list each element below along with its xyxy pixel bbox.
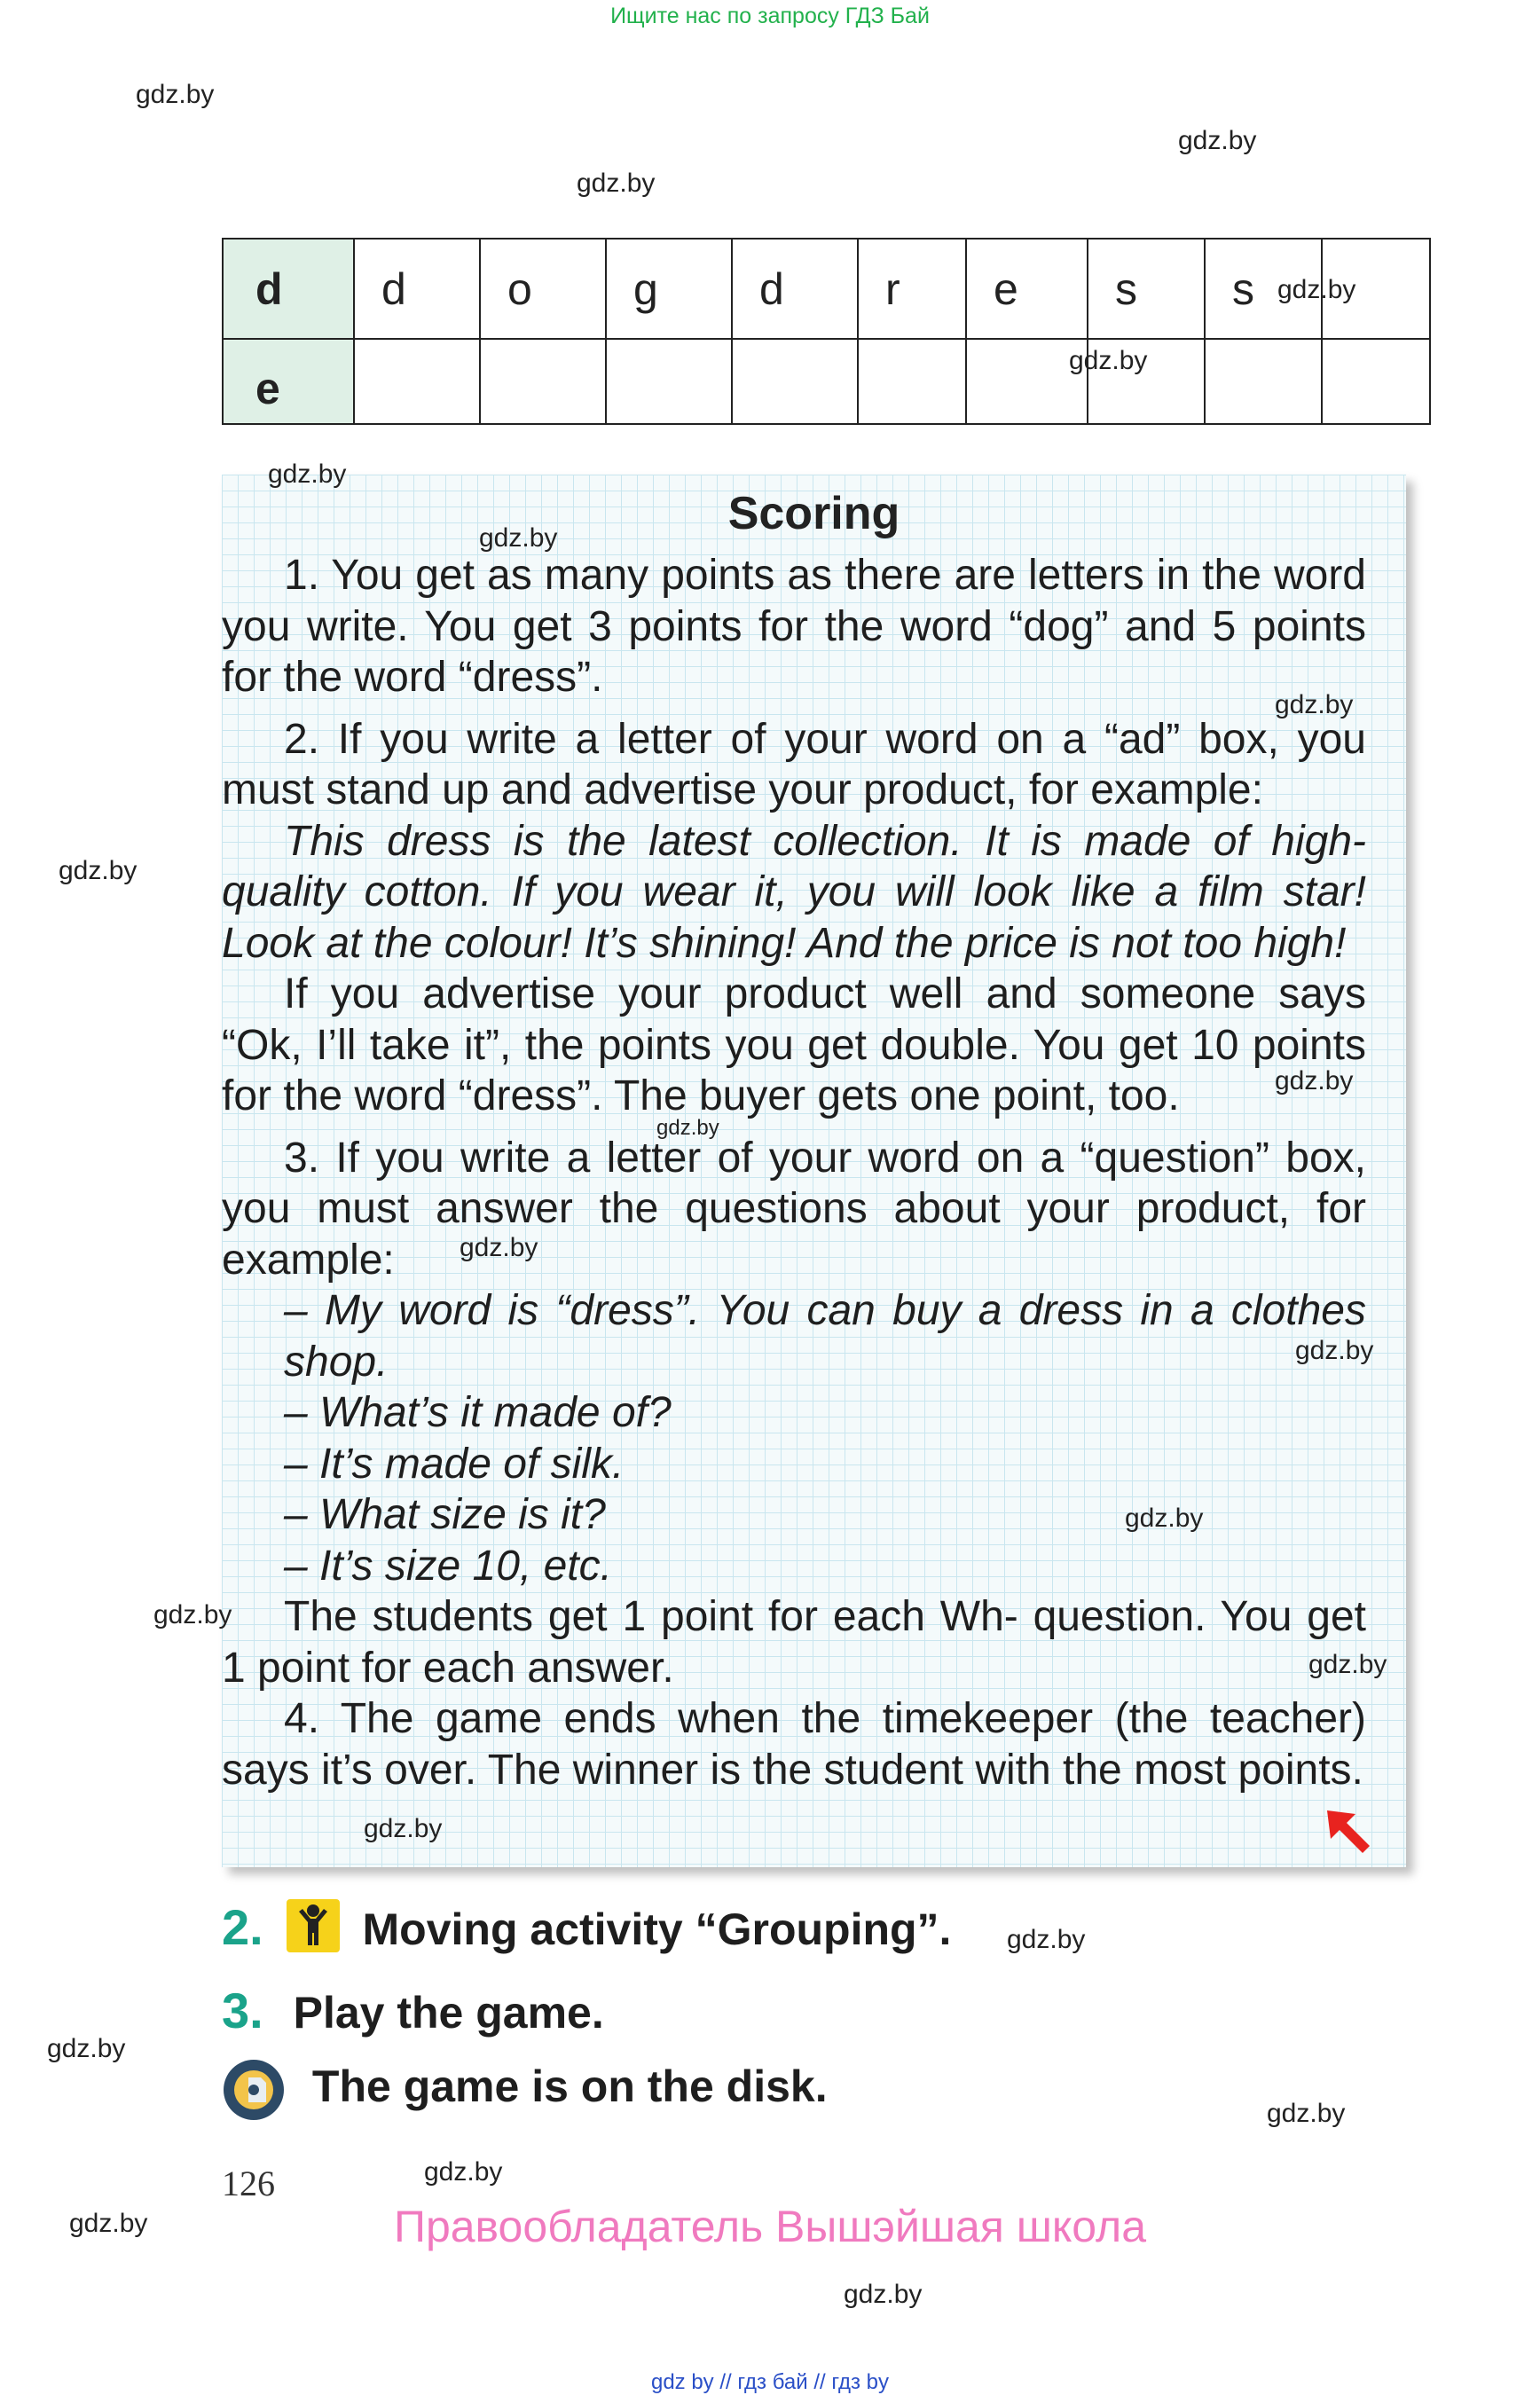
table-cell: d [354,239,480,339]
watermark: gdz.by [1308,1650,1387,1679]
watermark: gdz.by [1178,126,1257,155]
exercise-3 [222,1982,604,2039]
dialogue-line: – It’s made of silk. [284,1440,625,1488]
rule-2: 2. If you write a letter of your word on a “ad” box, you must stand up and advertise your product, for example: [222,715,1366,813]
watermark: gdz.by [479,523,558,553]
page-number: 126 [222,2163,275,2203]
exercise-number: 3. [222,1983,263,2038]
moving-activity-icon [287,1899,340,1952]
watermark: gdz.by [844,2280,923,2309]
table-cell [732,339,858,424]
watermark: gdz.by [424,2157,503,2187]
watermark: gdz.by [69,2209,148,2238]
watermark: gdz.by [1295,1336,1374,1365]
table-cell: e [966,239,1088,339]
table-cell: e [223,339,354,424]
top-banner[interactable]: Ищите нас по запросу ГДЗ Бай [610,4,930,28]
dialogue-line: – It’s size 10, etc. [284,1542,612,1590]
table-cell: d [732,239,858,339]
rule-1: 1. You get as many points as there are letters in the word you write. You get 3 points for the word “dog” and 5 points for the word “dress”. [222,552,1366,701]
disk-text: The game is on the disk. [311,2061,828,2112]
rule-4: 4. The game ends when the timekeeper (the teacher) says it’s over. The winner is the student with the most points. [222,1695,1366,1794]
rule-3: 3. If you write a letter of your word on a “question” box, you must answer the questions about your product, for example: [222,1134,1366,1284]
table-cell: s [1205,239,1322,339]
dialogue-line: – What’s it made of? [284,1389,672,1436]
question-note: The students get 1 point for each Wh- question. You get 1 point for each answer. [222,1593,1366,1692]
table-cell [480,339,606,424]
table-cell [354,339,480,424]
disk-note[interactable] [222,2058,828,2122]
exercise-2 [222,1898,951,1959]
watermark: gdz.by [1277,275,1356,304]
table-cell: d [223,239,354,339]
scoring-panel [222,475,1406,1867]
watermark: gdz.by [268,459,347,489]
table-cell [1322,339,1430,424]
watermark: gdz.by [1125,1504,1204,1533]
watermark: gdz.by [1069,346,1148,375]
watermark: gdz.by [577,169,656,198]
watermark: gdz.by [1267,2099,1346,2128]
watermark: gdz.by [153,1600,232,1629]
scoring-title: Scoring [727,488,900,539]
exercise-text: Moving activity “Grouping”. [362,1904,952,1954]
table-cell: r [858,239,966,339]
dialogue-line: – My word is “dress”. You can buy a dress in a clothes shop. [284,1287,1366,1386]
table-cell: s [1088,239,1205,339]
ad-note: If you advertise your product well and someone says “Ok, I’ll take it”, the points you get double. You get 10 points for the word “dress”. The buyer gets one point, too. [222,970,1366,1119]
disk-icon[interactable] [222,2058,286,2122]
watermark: gdz.by [59,856,138,885]
watermark: gdz.by [1007,1925,1086,1954]
table-cell: g [606,239,732,339]
table-row [223,239,1430,339]
bottom-links[interactable]: gdz by // гдз бай // гдз by [650,2370,890,2394]
table-row [223,339,1430,424]
ad-example: This dress is the latest collection. It is made of high-quality cotton. If you wear it, you will look like a film star! Look at the colour! It’s shining! And the price is not too high! [222,817,1366,967]
watermark: gdz.by [1275,1066,1354,1095]
table-cell [1205,339,1322,424]
table-cell: o [480,239,606,339]
watermark: gdz.by [460,1233,538,1262]
table-cell [858,339,966,424]
dialogue-line: – What size is it? [284,1491,606,1538]
table-cell [606,339,732,424]
watermark: gdz.by [656,1116,719,1140]
letter-table [222,238,1431,425]
watermark: gdz.by [364,1814,443,1843]
watermark: gdz.by [1275,690,1354,719]
copyright-holder: Правообладатель Вышэйшая школа [394,2202,1146,2251]
exercise-number: 2. [222,1899,263,1955]
watermark: gdz.by [136,80,215,109]
exercise-text: Play the game. [293,1988,604,2038]
arrow-icon [1322,1805,1375,1858]
watermark: gdz.by [47,2034,126,2063]
scoring-text [222,550,1366,1795]
